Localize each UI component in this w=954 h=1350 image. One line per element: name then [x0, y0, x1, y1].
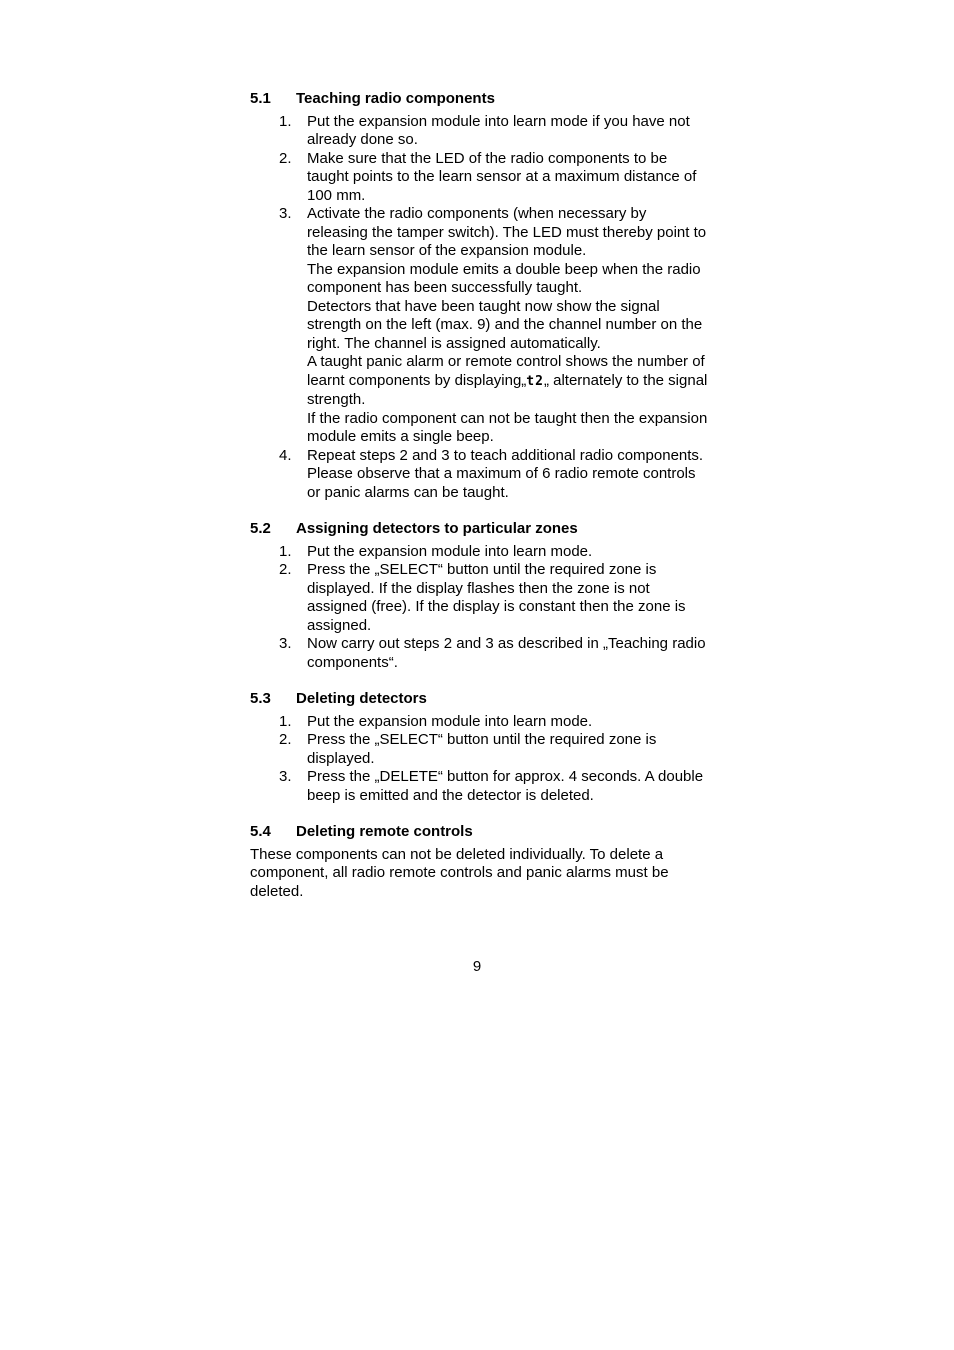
section-5-2: [250, 520, 710, 672]
display-readout: t2: [526, 373, 544, 389]
section-number: 5.2: [250, 520, 271, 537]
step-text: The expansion module emits a double beep when the radio component has been successfully taught.: [307, 260, 701, 296]
step-list: [250, 713, 710, 806]
step-number: 3.: [279, 205, 292, 222]
step-text: Activate the radio components (when necessary by releasing the tamper switch). The LED must thereby point to the learn sensor of the expansion module.: [307, 205, 707, 259]
step-text: Press the „SELECT“ button until the required zone is displayed. If the display flashes then the zone is not assigned (free). If the display is constant then the zone is assigned.: [307, 561, 686, 634]
section-number: 5.4: [250, 823, 271, 840]
list-item: [250, 713, 710, 732]
section-title: Assigning detectors to particular zones: [296, 520, 578, 537]
step-text: Now carry out steps 2 and 3 as described in „Teaching radio components“.: [307, 635, 706, 671]
step-number: 1.: [279, 112, 292, 130]
list-item: [250, 768, 710, 805]
section-title: Teaching radio components: [296, 90, 495, 107]
section-heading: [250, 90, 710, 109]
step-number: 2.: [279, 561, 292, 578]
step-text: „ alternately to the signal strength.: [307, 371, 708, 408]
list-item: [250, 447, 710, 503]
page-content: [250, 90, 710, 919]
step-number: 4.: [279, 446, 292, 464]
section-heading: [250, 520, 710, 539]
section-heading: [250, 823, 710, 842]
step-number: 2.: [279, 149, 292, 167]
step-list: [250, 113, 710, 503]
section-heading: [250, 690, 710, 709]
list-item: [250, 205, 710, 447]
list-item: [250, 113, 710, 150]
list-item: [250, 543, 710, 562]
section-title: Deleting remote controls: [296, 823, 473, 840]
step-text: If the radio component can not be taught then the expansion module emits a single beep.: [307, 409, 708, 445]
step-number: 1.: [279, 542, 292, 560]
section-5-3: [250, 690, 710, 805]
section-number: 5.3: [250, 690, 271, 707]
step-text: Put the expansion module into learn mode if you have not already done so.: [307, 112, 690, 148]
section-5-4: [250, 823, 710, 901]
step-text: Repeat steps 2 and 3 to teach additional radio components. Please observe that a maximum of 6 radio remote controls or panic alarms can be taught.: [307, 446, 704, 501]
page-number: 9: [472, 958, 482, 975]
step-number: 2.: [279, 731, 292, 748]
list-item: [250, 731, 710, 768]
section-text: These components can not be deleted individually. To delete a component, all radio remote controls and panic alarms must be deleted.: [250, 845, 669, 900]
step-list: [250, 543, 710, 673]
step-text: Make sure that the LED of the radio components to be taught points to the learn sensor at a maximum distance of 100 mm.: [307, 149, 697, 204]
list-item: [250, 150, 710, 206]
list-item: [250, 635, 710, 672]
step-text: Press the „SELECT“ button until the required zone is displayed.: [307, 731, 657, 767]
section-5-1: [250, 90, 710, 502]
section-title: Deleting detectors: [296, 690, 427, 707]
step-text: Put the expansion module into learn mode.: [307, 712, 593, 730]
step-text: Put the expansion module into learn mode.: [307, 542, 593, 560]
step-number: 1.: [279, 712, 292, 730]
step-text: Detectors that have been taught now show the signal strength on the left (max. 9) and the channel number on the right. The channel is assigned automatically.: [307, 297, 703, 352]
step-text: Press the „DELETE“ button for approx. 4 seconds. A double beep is emitted and the detector is deleted.: [307, 768, 704, 804]
section-number: 5.1: [250, 90, 271, 107]
step-text: A taught panic alarm or remote control shows the number of learnt components by displaying„: [307, 353, 705, 389]
step-text-display: [307, 353, 710, 410]
step-number: 3.: [279, 635, 292, 652]
list-item: [250, 561, 710, 635]
step-number: 3.: [279, 768, 292, 785]
